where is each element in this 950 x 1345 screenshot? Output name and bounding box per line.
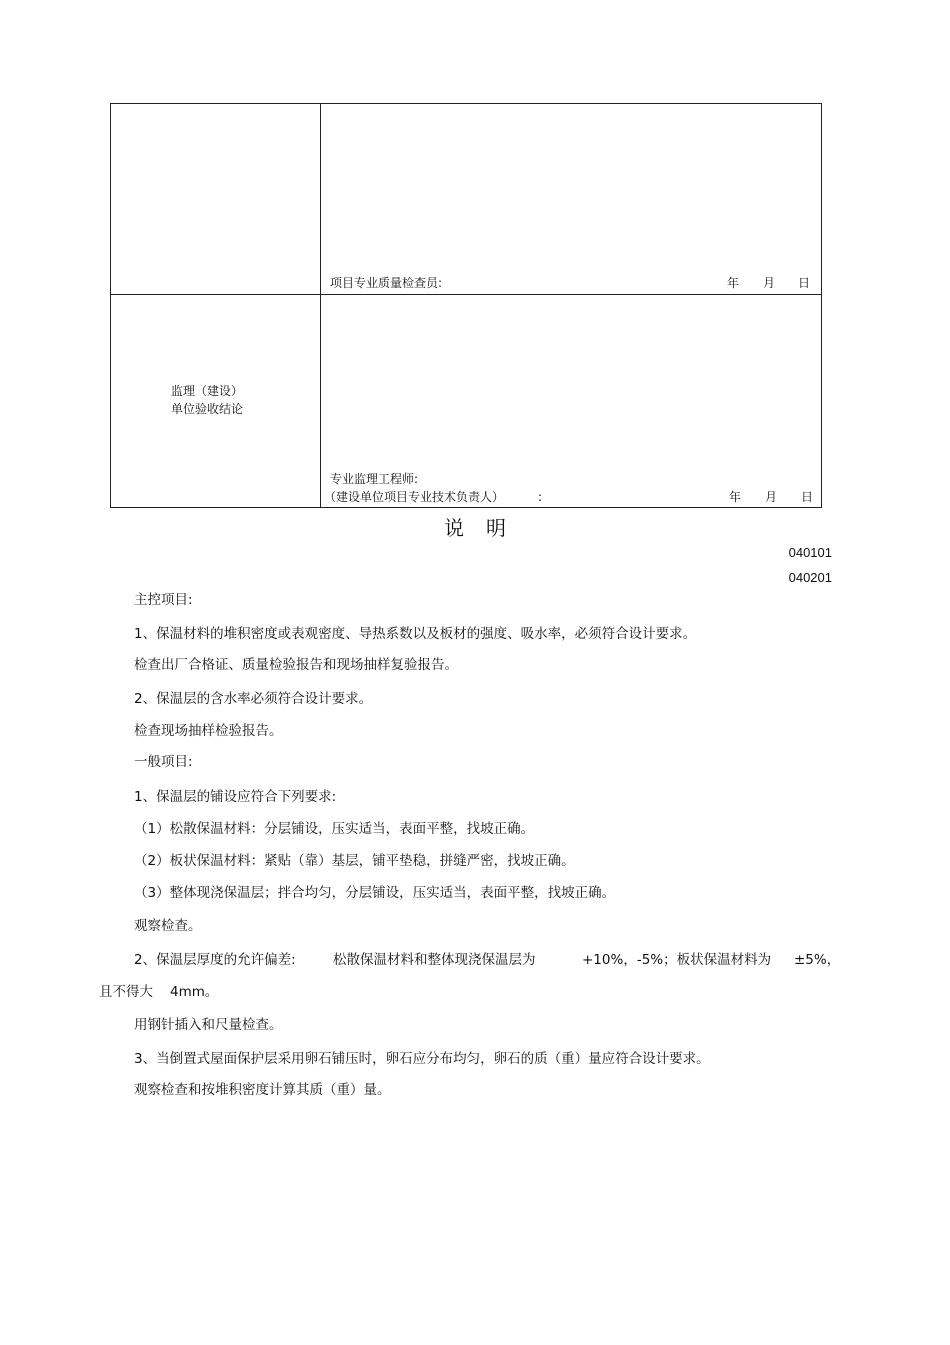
main-items-heading: 主控项目: xyxy=(134,592,193,608)
general-item-1-sub2: （2）板状保温材料：紧贴（靠）基层，铺平垫稳，拼缝严密，找坡正确。 xyxy=(134,853,575,869)
general-items-heading: 一般项目: xyxy=(134,754,193,770)
general-item-2-line2-part1: 且不得大 xyxy=(99,984,153,1000)
general-item-1-sub3: （3）整体现浇保温层；拌合均匀，分层铺设，压实适当，表面平整，找坡正确。 xyxy=(134,885,616,901)
general-item-1-check: 观察检查。 xyxy=(134,918,202,934)
row1-day-label: 日 xyxy=(798,276,811,290)
general-item-1: 1、保温层的铺设应符合下列要求: xyxy=(134,789,337,805)
code-040201: 040201 xyxy=(788,570,832,585)
main-item-2-check: 检查现场抽样检验报告。 xyxy=(134,723,283,739)
construction-unit-rep-label: （建设单位项目专业技术负责人） xyxy=(324,490,505,504)
general-item-3-check: 观察检查和按堆积密度计算其质（重）量。 xyxy=(134,1082,391,1098)
table-row-divider xyxy=(111,294,821,295)
supervision-engineer-label: 专业监理工程师: xyxy=(330,472,419,486)
general-item-1-sub1: （1）松散保温材料：分层铺设，压实适当，表面平整，找坡正确。 xyxy=(134,821,535,837)
row2-year-label: 年 xyxy=(729,490,742,504)
table-column-divider xyxy=(320,104,321,507)
supervision-label-line2: 单位验收结论 xyxy=(171,402,244,416)
general-item-2-part3: +10%，-5%；板状保温材料为 xyxy=(582,952,772,968)
general-item-2-check: 用钢针插入和尺量检查。 xyxy=(134,1017,283,1033)
general-item-2-line2-part2: 4mm。 xyxy=(170,984,219,1000)
row2-day-label: 日 xyxy=(801,490,814,504)
row2-month-label: 月 xyxy=(765,490,778,504)
main-item-2: 2、保温层的含水率必须符合设计要求。 xyxy=(134,691,373,707)
document-title: 说明 xyxy=(444,516,528,540)
main-item-1-check: 检查出厂合格证、质量检验报告和现场抽样复验报告。 xyxy=(134,657,458,673)
general-item-2-part1: 2、保温层厚度的允许偏差: xyxy=(134,952,296,968)
row1-year-label: 年 xyxy=(727,276,740,290)
general-item-3: 3、当倒置式屋面保护层采用卵石铺压时，卵石应分布均匀，卵石的质（重）量应符合设计要求。 xyxy=(134,1051,710,1067)
general-item-2-part2: 松散保温材料和整体现浇保温层为 xyxy=(333,952,536,968)
row1-month-label: 月 xyxy=(763,276,776,290)
acceptance-table xyxy=(110,103,822,508)
main-item-1: 1、保温材料的堆积密度或表观密度、导热系数以及板材的强度、吸水率，必须符合设计要求。 xyxy=(134,626,697,642)
code-040101: 040101 xyxy=(788,545,832,560)
general-item-2-part4: ±5%， xyxy=(794,952,841,968)
quality-inspector-label: 项目专业质量检查员: xyxy=(330,276,443,290)
construction-unit-rep-colon: : xyxy=(538,490,543,504)
supervision-label-line1: 监理（建设） xyxy=(171,384,244,398)
